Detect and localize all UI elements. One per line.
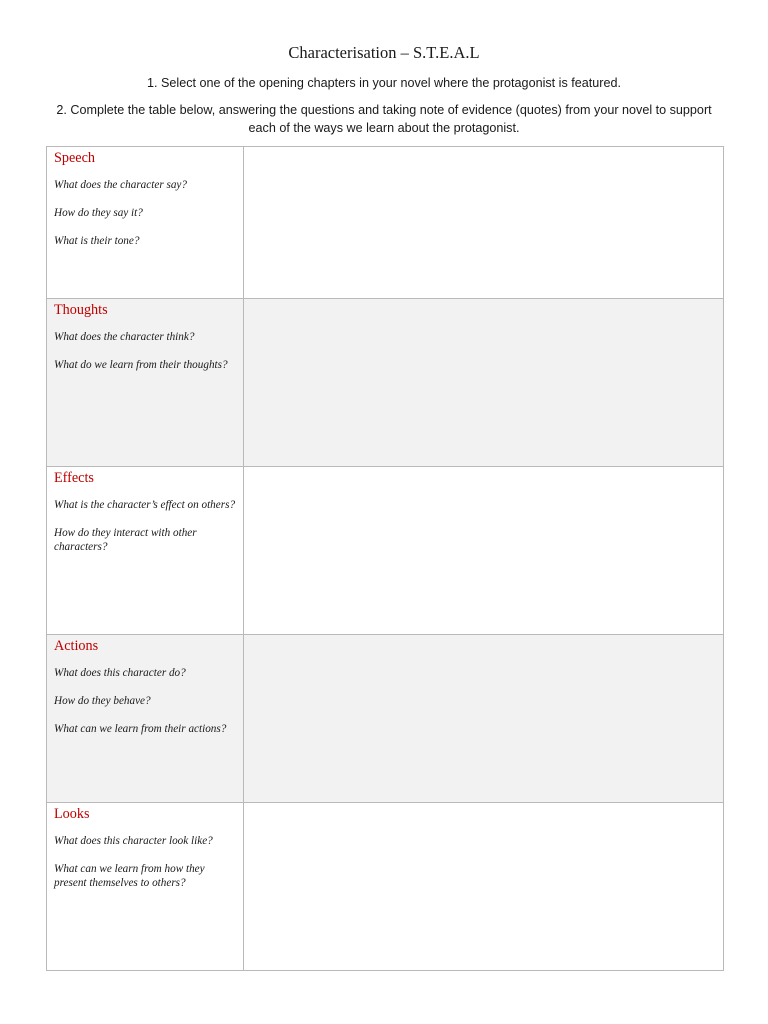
speech-question: What is their tone?	[54, 235, 140, 247]
actions-question: What can we learn from their actions?	[54, 723, 227, 735]
thoughts-question: What do we learn from their thoughts?	[54, 359, 228, 371]
actions-heading: Actions	[54, 638, 99, 654]
looks-question: What can we learn from how they present themselves to others?	[54, 863, 205, 889]
speech-question: How do they say it?	[54, 207, 143, 219]
effects-question: What is the character’s effect on others?	[54, 499, 236, 511]
thoughts-heading: Thoughts	[54, 302, 108, 318]
label-cell-actions	[47, 635, 244, 803]
effects-response-cell[interactable]	[244, 467, 724, 635]
label-cell-looks	[47, 803, 244, 971]
table-row-thoughts	[47, 299, 724, 467]
speech-question: What does the character say?	[54, 179, 187, 191]
actions-question: How do they behave?	[54, 695, 151, 707]
table-row-looks	[47, 803, 724, 971]
speech-heading: Speech	[54, 150, 95, 166]
speech-response-cell[interactable]	[244, 147, 724, 299]
steal-table	[46, 146, 724, 971]
looks-response-cell[interactable]	[244, 803, 724, 971]
effects-heading: Effects	[54, 470, 94, 486]
page-title: Characterisation – S.T.E.A.L	[288, 43, 480, 62]
table-row-speech	[47, 147, 724, 299]
actions-response-cell[interactable]	[244, 635, 724, 803]
label-cell-effects	[47, 467, 244, 635]
looks-question: What does this character look like?	[54, 835, 213, 847]
looks-heading: Looks	[54, 806, 90, 822]
instruction-1: 1. Select one of the opening chapters in your novel where the protagonist is featured.	[147, 76, 621, 90]
instruction-2: 2. Complete the table below, answering the questions and taking note of evidence (quotes) from your novel to support each of the ways we learn about the protagonist.	[56, 103, 712, 135]
thoughts-question: What does the character think?	[54, 331, 195, 343]
thoughts-response-cell[interactable]	[244, 299, 724, 467]
actions-question: What does this character do?	[54, 667, 186, 679]
table-row-actions	[47, 635, 724, 803]
label-cell-thoughts	[47, 299, 244, 467]
table-row-effects	[47, 467, 724, 635]
label-cell-speech	[47, 147, 244, 299]
effects-question: How do they interact with other characters?	[54, 527, 197, 553]
